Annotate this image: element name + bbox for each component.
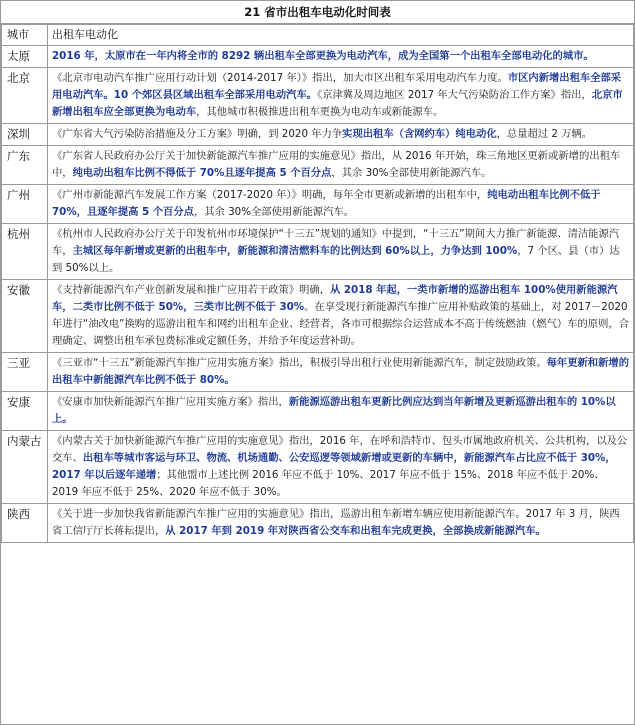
header-row xyxy=(2,25,634,46)
policy-text: ，其余 30%全部使用新能源汽车。 xyxy=(193,206,354,218)
highlighted-text: 每年更新和新增的出租车中新能源汽车比例不低于 80%。 xyxy=(52,357,629,386)
policy-text: 《广东省大气污染防治措施及分工方案》明确，到 2020 年力争 xyxy=(52,128,343,140)
highlighted-text: 从 2017 年到 2019 年对陕西省公交车和出租车完成更换，全部换成新能源汽车。 xyxy=(165,525,546,537)
table-row xyxy=(2,392,634,431)
policy-text: 。在享受现行新能源汽车推广应用补贴政策的基础上，对 2017－2020 年进行“油改电”换购的巡游出租车和网约出租车企业、经营者，各市可根据综合运营成本不高于传统燃油（燃气）车的原则，合理确定、调整出租车承包费标准或定额任务，并给予年度运营补助。 xyxy=(52,301,629,347)
header-city: 城市 xyxy=(2,25,48,46)
table-row xyxy=(2,504,634,543)
policy-text-cell xyxy=(48,392,634,431)
city-cell: 陕西 xyxy=(2,504,48,543)
policy-text: 《广州市新能源汽车发展工作方案（2017-2020 年）》明确，每年全市更新或新增的出租车中， xyxy=(52,189,488,201)
city-cell: 广州 xyxy=(2,185,48,224)
policy-text-cell xyxy=(48,280,634,353)
city-cell: 太原 xyxy=(2,46,48,68)
highlighted-text: 出租车等城市客运与环卫、物流、机场通勤、公安巡逻等领域新增或更新的车辆中，新能源汽车占比应不低于 30%，2017 年以后逐年递增 xyxy=(52,452,616,481)
policy-text: 《支持新能源汽车产业创新发展和推广应用若干政策》明确， xyxy=(52,284,331,296)
policy-text-cell xyxy=(48,431,634,504)
policy-text-cell xyxy=(48,224,634,280)
city-cell: 三亚 xyxy=(2,353,48,392)
policy-text-cell xyxy=(48,68,634,124)
policy-text: 《安康市加快新能源汽车推广应用实施方案》指出， xyxy=(52,396,289,408)
city-cell: 广东 xyxy=(2,146,48,185)
highlighted-text: 新能源巡游出租车更新比例应达到当年新增及更新巡游出租车的 10%以上。 xyxy=(52,396,616,425)
policy-text-cell xyxy=(48,185,634,224)
policy-text: 《京津冀及周边地区 2017 年大气污染防治工作方案》指出， xyxy=(317,89,592,101)
policy-text-cell xyxy=(48,146,634,185)
policy-text: ；其他盟市上述比例 2016 年应不低于 10%、2017 年应不低于 15%、2018 年应不低于 20%、2019 年应不低于 25%、2020 年应不低于 30%。 xyxy=(52,469,605,498)
city-cell: 内蒙古 xyxy=(2,431,48,504)
policy-table xyxy=(1,24,634,543)
policy-text: 《广东省人民政府办公厅关于加快新能源汽车推广应用的实施意见》指出，从 2016 年开始，珠三角地区更新或新增的出租车中， xyxy=(52,150,621,179)
policy-text-cell xyxy=(48,353,634,392)
highlighted-text: 2016 年，太原市在一年内将全市的 8292 辆出租车全部更换为电动汽车，成为全国第一个出租车全部电动化的城市。 xyxy=(52,50,594,62)
table-title: 21 省市出租车电动化时间表 xyxy=(1,1,634,24)
city-cell: 杭州 xyxy=(2,224,48,280)
highlighted-text: 纯电动出租车比例不低于 70%，且逐年提高 5 个百分点 xyxy=(52,189,601,218)
city-cell: 深圳 xyxy=(2,124,48,146)
policy-text: 《三亚市“十三五”新能源汽车推广应用实施方案》指出，积极引导出租行业使用新能源汽车，制定鼓励政策。 xyxy=(52,357,547,369)
policy-text: 《杭州市人民政府办公厅关于印发杭州市环境保护“十三五”规划的通知》中提到，“十三五”期间大力推广新能源、清洁能源汽车， xyxy=(52,228,620,257)
highlighted-text: 实现出租车（含网约车）纯电动化 xyxy=(342,128,497,140)
policy-text: 《内蒙古关于加快新能源汽车推广应用的实施意见》指出，2016 年，在呼和浩特市、包头市属地政府机关、公共机构，以及公交车、 xyxy=(52,435,628,464)
policy-text-cell xyxy=(48,504,634,543)
policy-text-cell xyxy=(48,46,634,68)
policy-text: ，7 个区、县（市）达到 50%以上。 xyxy=(52,245,620,274)
table-row xyxy=(2,46,634,68)
policy-text-cell xyxy=(48,124,634,146)
policy-text: 《北京市电动汽车推广应用行动计划（2014-2017 年）》指出，加大市区出租车采用电动汽车力度。 xyxy=(52,72,508,84)
table-row xyxy=(2,224,634,280)
highlighted-text: 市区内新增出租车全部采用电动汽车。10 个郊区县区域出租车全部采用电动汽车。 xyxy=(52,72,622,101)
table-row xyxy=(2,431,634,504)
header-content: 出租车电动化 xyxy=(48,25,634,46)
city-cell: 安徽 xyxy=(2,280,48,353)
table-row xyxy=(2,353,634,392)
city-cell: 安康 xyxy=(2,392,48,431)
policy-text: ，其余 30%全部使用新能源汽车。 xyxy=(331,167,492,179)
table-row xyxy=(2,280,634,353)
policy-text: 《关于进一步加快我省新能源汽车推广应用的实施意见》指出，巡游出租车新增车辆应使用新能源汽车。2017 年 3 月，陕西省工信厅厅长蒋耘提出， xyxy=(52,508,620,537)
highlighted-text: 主城区每年新增或更新的出租车中，新能源和清洁燃料车的比例达到 60%以上，力争达到 100% xyxy=(72,245,518,257)
table-row xyxy=(2,185,634,224)
city-cell: 北京 xyxy=(2,68,48,124)
table-row xyxy=(2,146,634,185)
policy-text: ，其他城市积极推进出租车更换为电动车或新能源车。 xyxy=(196,106,444,118)
highlighted-text: 纯电动出租车比例不得低于 70%且逐年提高 5 个百分点 xyxy=(72,167,332,179)
policy-text: ，总量超过 2 万辆。 xyxy=(496,128,593,140)
highlighted-text: 从 2018 年起，一类市新增的巡游出租车 100%使用新能源汽车，二类市比例不低于 50%，三类市比例不低于 30% xyxy=(52,284,618,313)
table-row xyxy=(2,124,634,146)
table-row xyxy=(2,68,634,124)
highlighted-text: 北京市新增出租车应全部更换为电动车 xyxy=(52,89,623,118)
